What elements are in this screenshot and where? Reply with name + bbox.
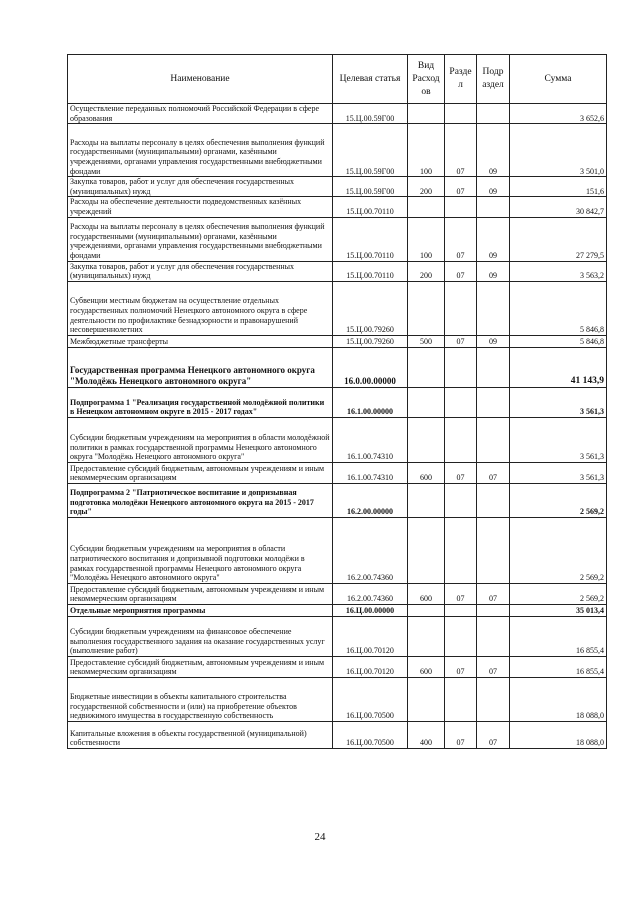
row-code-cell: 16.Ц.00.70120 — [333, 616, 408, 656]
row-type-cell — [408, 281, 445, 335]
table-row — [68, 417, 607, 462]
row-type-cell — [408, 483, 445, 517]
row-subsection-cell: 09 — [477, 177, 510, 197]
row-code-cell: 15.Ц.00.59Г00 — [333, 104, 408, 124]
row-name-cell: Предоставление субсидий бюджетным, автономным учреждениям и иным некоммерческим организациям — [68, 583, 333, 604]
row-sum-cell: 30 842,7 — [510, 197, 607, 217]
row-subsection-cell: 07 — [477, 462, 510, 483]
row-sum-cell: 27 279,5 — [510, 217, 607, 261]
table-row — [68, 517, 607, 583]
row-subsection-cell — [477, 604, 510, 616]
row-code-cell: 16.Ц.00.00000 — [333, 604, 408, 616]
row-code-cell: 16.2.00.74360 — [333, 583, 408, 604]
row-name-cell: Расходы на обеспечение деятельности подведомственных казённых учреждений — [68, 197, 333, 217]
row-subsection-cell — [477, 417, 510, 462]
row-section-cell — [445, 387, 477, 417]
row-code-cell: 16.2.00.74360 — [333, 517, 408, 583]
row-sum-cell: 5 846,8 — [510, 281, 607, 335]
row-subsection-cell: 09 — [477, 124, 510, 177]
row-name-cell: Межбюджетные трансферты — [68, 335, 333, 347]
table-row — [68, 604, 607, 616]
row-sum-cell: 151,6 — [510, 177, 607, 197]
row-type-cell: 100 — [408, 124, 445, 177]
row-type-cell: 600 — [408, 656, 445, 677]
row-type-cell — [408, 677, 445, 721]
row-name-cell: Расходы на выплаты персоналу в целях обеспечения выполнения функций государственными (муниципальными) органами, казёнными учреждениями, органами управления государственными внебюджетными фондами — [68, 124, 333, 177]
row-subsection-cell — [477, 347, 510, 387]
row-type-cell: 400 — [408, 721, 445, 748]
row-sum-cell: 3 561,3 — [510, 387, 607, 417]
row-name-cell: Субвенции местным бюджетам на осуществление отдельных государственных полномочий Ненецкого автономного округа в сфере деятельности по профилактике безнадзорности и правонарушений несовершеннолетних — [68, 281, 333, 335]
row-subsection-cell: 09 — [477, 261, 510, 281]
row-type-cell — [408, 347, 445, 387]
row-subsection-cell: 07 — [477, 583, 510, 604]
row-section-cell: 07 — [445, 124, 477, 177]
row-sum-cell: 41 143,9 — [510, 347, 607, 387]
row-code-cell: 16.Ц.00.70120 — [333, 656, 408, 677]
row-subsection-cell: 07 — [477, 656, 510, 677]
header-subsection: Подр аздел — [477, 55, 510, 104]
table-row — [68, 616, 607, 656]
row-code-cell: 16.Ц.00.70500 — [333, 677, 408, 721]
row-subsection-cell — [477, 281, 510, 335]
table-row — [68, 104, 607, 124]
row-sum-cell: 18 088,0 — [510, 677, 607, 721]
row-sum-cell: 18 088,0 — [510, 721, 607, 748]
row-subsection-cell — [477, 616, 510, 656]
row-type-cell: 200 — [408, 177, 445, 197]
budget-table — [67, 54, 607, 749]
row-name-cell: Отдельные мероприятия программы — [68, 604, 333, 616]
row-name-cell: Осуществление переданных полномочий Российской Федерации в сфере образования — [68, 104, 333, 124]
row-subsection-cell — [477, 104, 510, 124]
row-code-cell: 16.2.00.00000 — [333, 483, 408, 517]
row-sum-cell: 3 652,6 — [510, 104, 607, 124]
table-row — [68, 347, 607, 387]
row-sum-cell: 35 013,4 — [510, 604, 607, 616]
row-sum-cell: 3 561,3 — [510, 417, 607, 462]
row-section-cell: 07 — [445, 217, 477, 261]
row-name-cell: Предоставление субсидий бюджетным, автономным учреждениям и иным некоммерческим организациям — [68, 656, 333, 677]
table-row — [68, 583, 607, 604]
row-subsection-cell: 09 — [477, 335, 510, 347]
row-section-cell: 07 — [445, 721, 477, 748]
header-type: Вид Расход ов — [408, 55, 445, 104]
row-section-cell — [445, 483, 477, 517]
row-code-cell: 15.Ц.00.70110 — [333, 217, 408, 261]
table-row — [68, 656, 607, 677]
row-sum-cell: 3 563,2 — [510, 261, 607, 281]
row-sum-cell: 2 569,2 — [510, 583, 607, 604]
row-name-cell: Предоставление субсидий бюджетным, автономным учреждениям и иным некоммерческим организациям — [68, 462, 333, 483]
row-code-cell: 16.0.00.00000 — [333, 347, 408, 387]
row-sum-cell: 3 561,3 — [510, 462, 607, 483]
row-code-cell: 15.Ц.00.79260 — [333, 281, 408, 335]
row-section-cell — [445, 417, 477, 462]
table-row — [68, 261, 607, 281]
table-row — [68, 197, 607, 217]
row-name-cell: Бюджетные инвестиции в объекты капитального строительства государственной собственности и (или) на приобретение объектов недвижимого имущества в государственную собственность — [68, 677, 333, 721]
row-section-cell — [445, 104, 477, 124]
row-section-cell: 07 — [445, 462, 477, 483]
row-subsection-cell — [477, 197, 510, 217]
row-section-cell — [445, 616, 477, 656]
row-subsection-cell — [477, 517, 510, 583]
row-subsection-cell — [477, 483, 510, 517]
row-type-cell — [408, 604, 445, 616]
row-code-cell: 15.Ц.00.70110 — [333, 261, 408, 281]
header-sum: Сумма — [510, 55, 607, 104]
table-row — [68, 124, 607, 177]
row-section-cell — [445, 677, 477, 721]
row-name-cell: Капитальные вложения в объекты государственной (муниципальной) собственности — [68, 721, 333, 748]
table-header-row — [68, 55, 607, 104]
row-subsection-cell: 09 — [477, 217, 510, 261]
row-subsection-cell: 07 — [477, 721, 510, 748]
row-section-cell: 07 — [445, 335, 477, 347]
row-type-cell — [408, 387, 445, 417]
row-code-cell: 16.Ц.00.70500 — [333, 721, 408, 748]
header-target: Целевая статья — [333, 55, 408, 104]
row-name-cell: Подпрограмма 1 "Реализация государственной молодёжной политики в Ненецком автономном округе в 2015 - 2017 годах" — [68, 387, 333, 417]
row-code-cell: 16.1.00.74310 — [333, 417, 408, 462]
row-subsection-cell — [477, 387, 510, 417]
row-name-cell: Расходы на выплаты персоналу в целях обеспечения выполнения функций государственными (муниципальными) органами, казёнными учреждениями, органами управления государственными внебюджетными фондами — [68, 217, 333, 261]
row-type-cell: 200 — [408, 261, 445, 281]
row-sum-cell: 16 855,4 — [510, 656, 607, 677]
table-row — [68, 387, 607, 417]
header-section: Разде л — [445, 55, 477, 104]
row-section-cell — [445, 347, 477, 387]
table-row — [68, 335, 607, 347]
table-row — [68, 677, 607, 721]
row-type-cell — [408, 197, 445, 217]
row-code-cell: 16.1.00.00000 — [333, 387, 408, 417]
row-name-cell: Подпрограмма 2 "Патриотическое воспитание и допризывная подготовка молодёжи Ненецкого автономного округа на 2015 - 2017 годы" — [68, 483, 333, 517]
row-subsection-cell — [477, 677, 510, 721]
row-section-cell — [445, 197, 477, 217]
table-row — [68, 217, 607, 261]
row-section-cell: 07 — [445, 261, 477, 281]
row-type-cell: 100 — [408, 217, 445, 261]
row-section-cell — [445, 517, 477, 583]
row-code-cell: 15.Ц.00.59Г00 — [333, 124, 408, 177]
row-code-cell: 16.1.00.74310 — [333, 462, 408, 483]
row-sum-cell: 2 569,2 — [510, 517, 607, 583]
row-type-cell — [408, 616, 445, 656]
row-section-cell: 07 — [445, 656, 477, 677]
row-section-cell: 07 — [445, 583, 477, 604]
table-row — [68, 721, 607, 748]
table-row — [68, 177, 607, 197]
row-sum-cell: 5 846,8 — [510, 335, 607, 347]
row-sum-cell: 3 501,0 — [510, 124, 607, 177]
row-sum-cell: 2 569,2 — [510, 483, 607, 517]
row-code-cell: 15.Ц.00.79260 — [333, 335, 408, 347]
row-name-cell: Субсидии бюджетным учреждениям на мероприятия в области молодёжной политики в рамках государственной программы Ненецкого автономного округа "Молодёжь Ненецкого автономного округа" — [68, 417, 333, 462]
row-name-cell: Государственная программа Ненецкого автономного округа "Молодёжь Ненецкого автономного округа" — [68, 347, 333, 387]
row-code-cell: 15.Ц.00.59Г00 — [333, 177, 408, 197]
row-sum-cell: 16 855,4 — [510, 616, 607, 656]
row-name-cell: Субсидии бюджетным учреждениям на мероприятия в области патриотического воспитания и допризывной подготовки молодёжи в рамках государственной программы Ненецкого автономного округа "Молодёжь Ненецкого автономного округа" — [68, 517, 333, 583]
row-name-cell: Субсидии бюджетным учреждениям на финансовое обеспечение выполнения государственного задания на оказание государственных услуг (выполнение работ) — [68, 616, 333, 656]
table-body — [68, 104, 607, 749]
row-section-cell — [445, 281, 477, 335]
row-section-cell: 07 — [445, 177, 477, 197]
page-number: 24 — [314, 831, 326, 843]
row-type-cell: 600 — [408, 583, 445, 604]
row-section-cell — [445, 604, 477, 616]
row-name-cell: Закупка товаров, работ и услуг для обеспечения государственных (муниципальных) нужд — [68, 261, 333, 281]
table-row — [68, 281, 607, 335]
table-row — [68, 462, 607, 483]
row-type-cell — [408, 417, 445, 462]
header-name: Наименование — [68, 55, 333, 104]
row-type-cell: 600 — [408, 462, 445, 483]
row-type-cell — [408, 517, 445, 583]
row-type-cell — [408, 104, 445, 124]
row-code-cell: 15.Ц.00.70110 — [333, 197, 408, 217]
table-row — [68, 483, 607, 517]
row-type-cell: 500 — [408, 335, 445, 347]
row-name-cell: Закупка товаров, работ и услуг для обеспечения государственных (муниципальных) нужд — [68, 177, 333, 197]
